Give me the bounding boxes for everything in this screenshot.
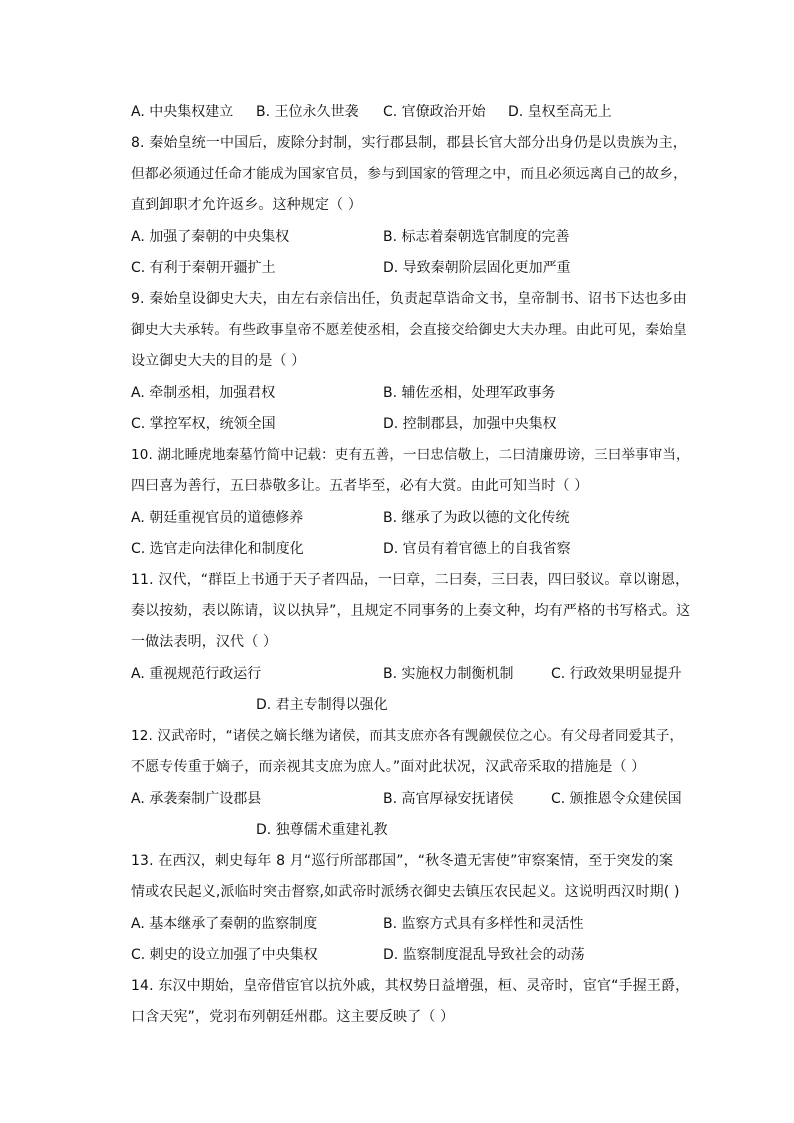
question-13-stem-line-1: 13. 在西汉，刺史每年 8 月“巡行所部郡国”，“秋冬遣无害使”审察案情，至于突发的案 xyxy=(131,853,674,869)
question-13-option-b: B. 监察方式具有多样性和灵活性 xyxy=(383,916,584,932)
q7-option-a: A. 中央集权建立 xyxy=(131,104,234,120)
question-9-option-c: C. 掌控军权，统领全国 xyxy=(131,416,276,432)
question-13-stem-line-2: 情或农民起义,派临时突击督察,如武帝时派绣衣御史去镇压农民起义。这说明西汉时期( ) xyxy=(131,884,680,900)
question-8-stem-line-1: 8. 秦始皇统一中国后，废除分封制，实行郡县制，郡县长官大部分出身仍是以贵族为主， xyxy=(131,135,687,151)
question-12-option-d: D. 独尊儒术重建礼教 xyxy=(256,822,388,838)
question-9-stem-line-1: 9. 秦始皇设御史大夫，由左右亲信出任，负责起草诰命文书，皇帝制书、诏书下达也多由 xyxy=(131,291,687,307)
question-11-stem-line-2: 奏以按劾，表以陈请，议以执异”，且规定不同事务的上奏文种，均有严格的书写格式。这 xyxy=(131,603,691,619)
question-8-option-b: B. 标志着秦朝选官制度的完善 xyxy=(383,229,570,245)
q7-option-d: D. 皇权至高无上 xyxy=(508,104,612,120)
question-9-option-d: D. 控制郡县，加强中央集权 xyxy=(383,416,557,432)
question-10-option-b: B. 继承了为政以德的文化传统 xyxy=(383,510,570,526)
question-9-stem-line-3: 设立御史大夫的目的是（ ） xyxy=(131,353,306,369)
question-11-stem-line-1: 11. 汉代，“群臣上书通于天子者四品，一曰章，二曰奏，三曰表，四曰驳议。章以谢恩， xyxy=(131,572,690,588)
question-11-option-d: D. 君主专制得以强化 xyxy=(256,697,388,713)
question-8-option-a: A. 加强了秦朝的中央集权 xyxy=(131,229,290,245)
question-11-option-a: A. 重视规范行政运行 xyxy=(131,666,262,682)
q7-option-c: C. 官僚政治开始 xyxy=(383,104,486,120)
question-14-stem-line-1: 14. 东汉中期始，皇帝借宦官以抗外戚，其权势日益增强，桓、灵帝时，宦官“手握王爵， xyxy=(131,978,690,994)
question-10-stem-line-2: 四曰喜为善行，五曰恭敬多让。五者毕至，必有大赏。由此可知当时（ ） xyxy=(131,478,589,494)
question-11-option-b: B. 实施权力制衡机制 xyxy=(383,666,514,682)
question-10-option-d: D. 官员有着官德上的自我省察 xyxy=(383,541,571,557)
question-8-stem-line-2: 但都必须通过任命才能成为国家官员，参与到国家的管理之中，而且必须远离自己的故乡， xyxy=(131,166,688,182)
question-13-option-d: D. 监察制度混乱导致社会的动荡 xyxy=(383,947,585,963)
question-12-stem-line-2: 不愿专传重于嫡子，而亲视其支庶为庶人。”面对此状况，汉武帝采取的措施是（ ） xyxy=(131,759,646,775)
question-11-option-c: C. 行政效果明显提升 xyxy=(551,666,682,682)
question-9-stem-line-2: 御史大夫承转。有些政事皇帝不愿差使丞相，会直接交给御史大夫办理。由此可见，秦始皇 xyxy=(131,322,688,338)
question-12-stem-line-1: 12. 汉武帝时，“诸侯之嫡长继为诸侯，而其支庶亦各有觊觎侯位之心。有父母者同爱其子， xyxy=(131,728,684,744)
question-12-option-a: A. 承袭秦制广设郡县 xyxy=(131,791,262,807)
question-9-option-b: B. 辅佐丞相，处理军政事务 xyxy=(383,385,556,401)
question-12-option-b: B. 高官厚禄安抚诸侯 xyxy=(383,791,514,807)
question-8-option-c: C. 有利于秦朝开疆扩土 xyxy=(131,260,276,276)
question-13-option-a: A. 基本继承了秦朝的监察制度 xyxy=(131,916,318,932)
question-8-stem-line-3: 直到卸职才允许返乡。这种规定（ ） xyxy=(131,197,362,213)
question-13-option-c: C. 刺史的设立加强了中央集权 xyxy=(131,947,318,963)
question-8-option-d: D. 导致秦朝阶层固化更加严重 xyxy=(383,260,571,276)
question-14-stem-line-2: 口含天宪”，党羽布列朝廷州郡。这主要反映了（ ） xyxy=(131,1009,455,1025)
question-10-option-a: A. 朝廷重视官员的道德修养 xyxy=(131,510,304,526)
question-11-stem-line-3: 一做法表明，汉代（ ） xyxy=(131,634,278,650)
question-10-stem-line-1: 10. 湖北睡虎地秦墓竹简中记载：吏有五善，一曰忠信敬上，二曰清廉毋谤，三曰举事审当， xyxy=(131,447,690,463)
question-10-option-c: C. 选官走向法律化和制度化 xyxy=(131,541,304,557)
q7-option-b: B. 王位永久世袭 xyxy=(256,104,359,120)
question-9-option-a: A. 牵制丞相，加强君权 xyxy=(131,385,276,401)
question-12-option-c: C. 颁推恩令众建侯国 xyxy=(551,791,682,807)
